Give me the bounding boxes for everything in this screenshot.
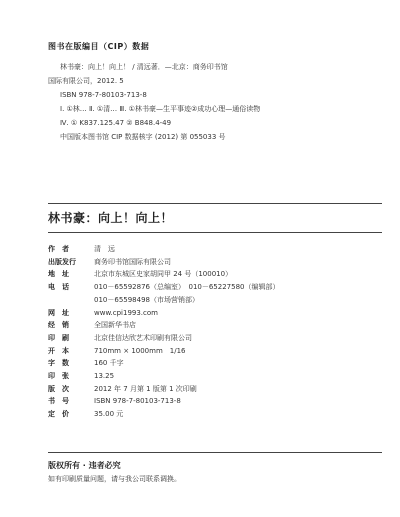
info-value: www.cpi1993.com (94, 308, 158, 317)
cip-line: 林书豪：向上！向上！ / 清远著．—北京：商务印书馆 (60, 63, 228, 71)
info-label: 版 次 (48, 384, 69, 393)
info-row (48, 370, 378, 383)
info-row (48, 395, 378, 408)
info-value: 商务印书馆国际有限公司 (94, 257, 171, 266)
info-row (48, 345, 378, 358)
info-row (48, 319, 378, 332)
info-label: 书 号 (48, 397, 69, 406)
divider-top (48, 203, 382, 204)
cip-line: 国际有限公司，2012. 5 (48, 77, 124, 85)
info-label: 定 价 (48, 410, 69, 419)
cip-line: Ⅰ. ①林… Ⅱ. ①清… Ⅲ. ①林书豪—生平事迹②成功心理—通俗读物 (60, 105, 261, 113)
info-value: 160 千字 (94, 359, 124, 368)
cip-line: 中国版本图书馆 CIP 数据核字 (2012) 第 055033 号 (60, 133, 226, 141)
cip-line: Ⅳ. ① K837.125.47 ② B848.4-49 (60, 119, 172, 127)
info-label: 开 本 (48, 346, 69, 355)
info-row (48, 243, 378, 256)
info-label: 电 话 (48, 283, 69, 292)
rights-notice: 如有印刷质量问题，请与我公司联系调换。 (48, 475, 181, 483)
cip-line: ISBN 978-7-80103-713-8 (60, 91, 147, 99)
info-value: 清 远 (94, 245, 115, 253)
divider-bottom (48, 452, 382, 453)
info-label: 网 址 (48, 308, 69, 317)
info-row (48, 268, 378, 281)
info-label: 地 址 (48, 270, 69, 279)
divider-middle (48, 232, 382, 233)
info-value: 010－65592876（总编室） 010－65227580（编辑部） (94, 283, 280, 292)
info-row (48, 256, 378, 269)
info-row (48, 281, 378, 294)
cip-block (48, 60, 378, 144)
info-value: 710mm × 1000mm 1/16 (94, 346, 186, 355)
info-row (48, 383, 378, 396)
info-row (48, 307, 378, 320)
info-row (48, 294, 378, 307)
publication-info (48, 243, 378, 421)
info-value: 北京佳信达欣艺术印刷有限公司 (94, 333, 192, 342)
info-label: 出版发行 (48, 257, 76, 266)
book-title: 林书豪：向上！向上！ (48, 211, 174, 225)
info-row (48, 357, 378, 370)
info-value: 北京市东城区史家胡同甲 24 号（100010） (94, 270, 233, 279)
info-label: 印 张 (48, 372, 69, 381)
info-value: 全国新华书店 (94, 321, 136, 330)
info-label (48, 294, 94, 307)
info-value: 2012 年 7 月第 1 版第 1 次印刷 (94, 384, 197, 393)
info-label: 印 刷 (48, 333, 69, 342)
info-label: 经 销 (48, 321, 69, 330)
rights-title: 版权所有 · 违者必究 (48, 461, 121, 470)
info-label: 字 数 (48, 359, 69, 368)
info-value: 13.25 (94, 372, 115, 381)
cip-title: 图书在版编目（CIP）数据 (48, 42, 150, 51)
info-row (48, 332, 378, 345)
info-value: 35.00 元 (94, 410, 124, 419)
info-value: 010－65598498（市场营销部） (94, 295, 199, 304)
info-label: 作 者 (48, 245, 69, 253)
info-value: ISBN 978-7-80103-713-8 (94, 397, 181, 406)
info-row (48, 408, 378, 421)
